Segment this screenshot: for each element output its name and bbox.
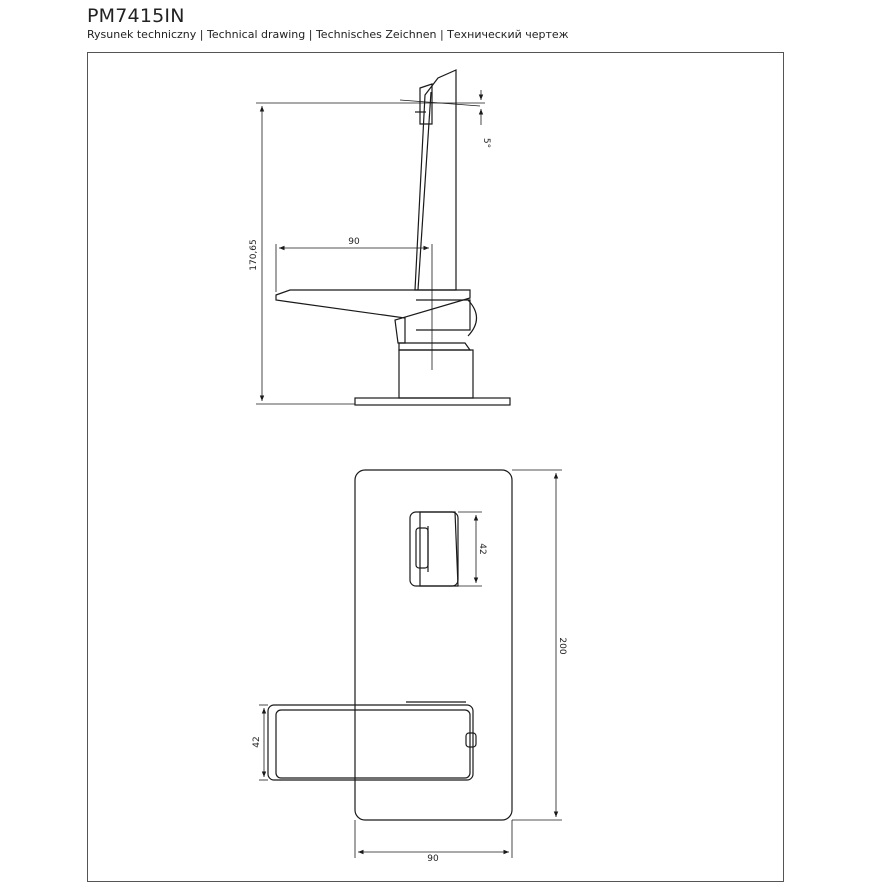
- reach-dimension-label: 90: [348, 237, 360, 247]
- mixer-body: [399, 350, 473, 398]
- spout-front-outer: [268, 705, 473, 780]
- spout: [276, 290, 470, 343]
- spout-side-knob: [466, 733, 476, 747]
- top-handle-outer: [410, 512, 458, 586]
- drawing-subtitle: Rysunek techniczny | Technical drawing | Technisches Zeichnen | Технический чертеж: [87, 28, 569, 41]
- top-handle-knob: [420, 512, 458, 586]
- plate-width-label: 90: [427, 854, 439, 864]
- height-dimension-label: 170,65: [249, 239, 259, 271]
- spout-height-dimension-label: 42: [252, 736, 262, 748]
- top-handle-dimension-label: 42: [477, 543, 487, 555]
- side-view-dimensions: [256, 90, 485, 404]
- top-handle-grip: [416, 528, 428, 568]
- spout-front-inner: [276, 710, 470, 778]
- front-view: [268, 470, 512, 820]
- product-code: PM7415IN: [87, 5, 185, 27]
- plate-height-label: 200: [557, 637, 567, 655]
- wall-plate: [355, 470, 512, 820]
- base-plate: [355, 398, 510, 405]
- angle-label: 5°: [481, 137, 491, 149]
- side-view: [276, 70, 510, 405]
- body-collar: [399, 343, 470, 350]
- upper-body: [416, 300, 470, 330]
